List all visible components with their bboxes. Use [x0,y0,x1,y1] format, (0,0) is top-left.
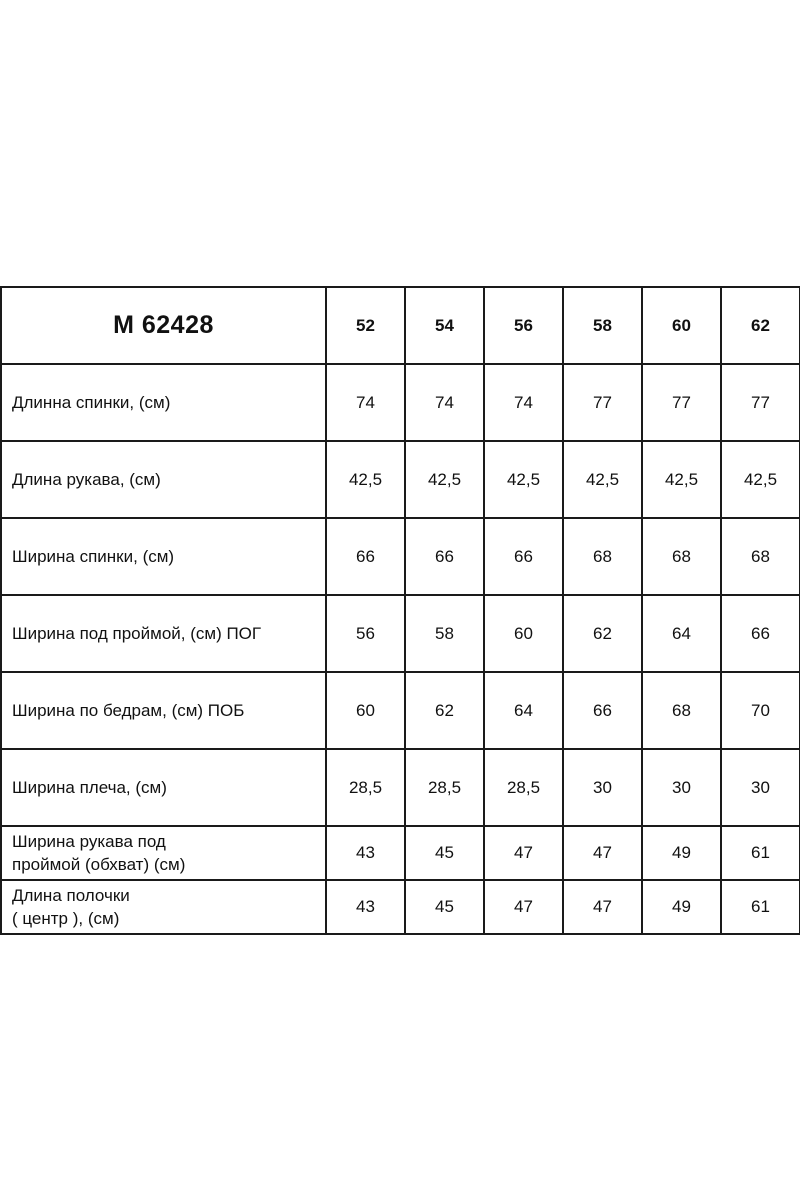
table-cell: 66 [484,518,563,595]
size-header-56: 56 [484,287,563,364]
table-cell: 74 [326,364,405,441]
table-cell: 60 [326,672,405,749]
table-cell: 47 [563,880,642,934]
table-cell: 42,5 [405,441,484,518]
table-row [1,364,800,441]
table-row [1,595,800,672]
table-cell: 61 [721,826,800,880]
table-cell: 28,5 [405,749,484,826]
row-label-shoulder-width: Ширина плеча, (см) [1,749,326,826]
row-label-sleeve-width: Ширина рукава под проймой (обхват) (см) [1,826,326,880]
table-cell: 58 [405,595,484,672]
table-cell: 64 [484,672,563,749]
table-cell: 49 [642,880,721,934]
row-label-back-length: Длинна спинки, (см) [1,364,326,441]
table-cell: 62 [563,595,642,672]
table-cell: 61 [721,880,800,934]
table-cell: 74 [484,364,563,441]
row-label-chest-width: Ширина под проймой, (см) ПОГ [1,595,326,672]
table-cell: 77 [563,364,642,441]
table-cell: 66 [405,518,484,595]
table-cell: 45 [405,880,484,934]
table-row [1,749,800,826]
row-label-back-width: Ширина спинки, (см) [1,518,326,595]
table-cell: 66 [563,672,642,749]
table-cell: 70 [721,672,800,749]
row-label-hip-width: Ширина по бедрам, (см) ПОБ [1,672,326,749]
table-cell: 47 [563,826,642,880]
table-row [1,880,800,934]
table-cell: 68 [642,518,721,595]
table-row [1,672,800,749]
size-chart-table [0,286,800,935]
size-header-54: 54 [405,287,484,364]
table-cell: 30 [721,749,800,826]
table-row [1,518,800,595]
table-cell: 77 [721,364,800,441]
table-cell: 42,5 [721,441,800,518]
table-cell: 66 [326,518,405,595]
table-cell: 49 [642,826,721,880]
table-cell: 62 [405,672,484,749]
table-cell: 43 [326,826,405,880]
table-cell: 47 [484,880,563,934]
row-label-sleeve-length: Длина рукава, (см) [1,441,326,518]
table-cell: 47 [484,826,563,880]
table-cell: 74 [405,364,484,441]
table-cell: 42,5 [563,441,642,518]
model-number: М 62428 [1,287,326,364]
table-cell: 56 [326,595,405,672]
header-row [1,287,800,364]
table-cell: 30 [563,749,642,826]
table-cell: 42,5 [326,441,405,518]
table-cell: 68 [563,518,642,595]
table-cell: 30 [642,749,721,826]
table-cell: 42,5 [484,441,563,518]
table-cell: 66 [721,595,800,672]
table-row [1,826,800,880]
table-cell: 60 [484,595,563,672]
table-cell: 77 [642,364,721,441]
table-cell: 64 [642,595,721,672]
size-header-52: 52 [326,287,405,364]
table-cell: 68 [642,672,721,749]
table-cell: 43 [326,880,405,934]
row-label-front-length: Длина полочки ( центр ), (см) [1,880,326,934]
size-header-60: 60 [642,287,721,364]
size-header-62: 62 [721,287,800,364]
table-cell: 28,5 [326,749,405,826]
table-cell: 45 [405,826,484,880]
table-cell: 68 [721,518,800,595]
table-row [1,441,800,518]
table-cell: 42,5 [642,441,721,518]
table-cell: 28,5 [484,749,563,826]
size-header-58: 58 [563,287,642,364]
